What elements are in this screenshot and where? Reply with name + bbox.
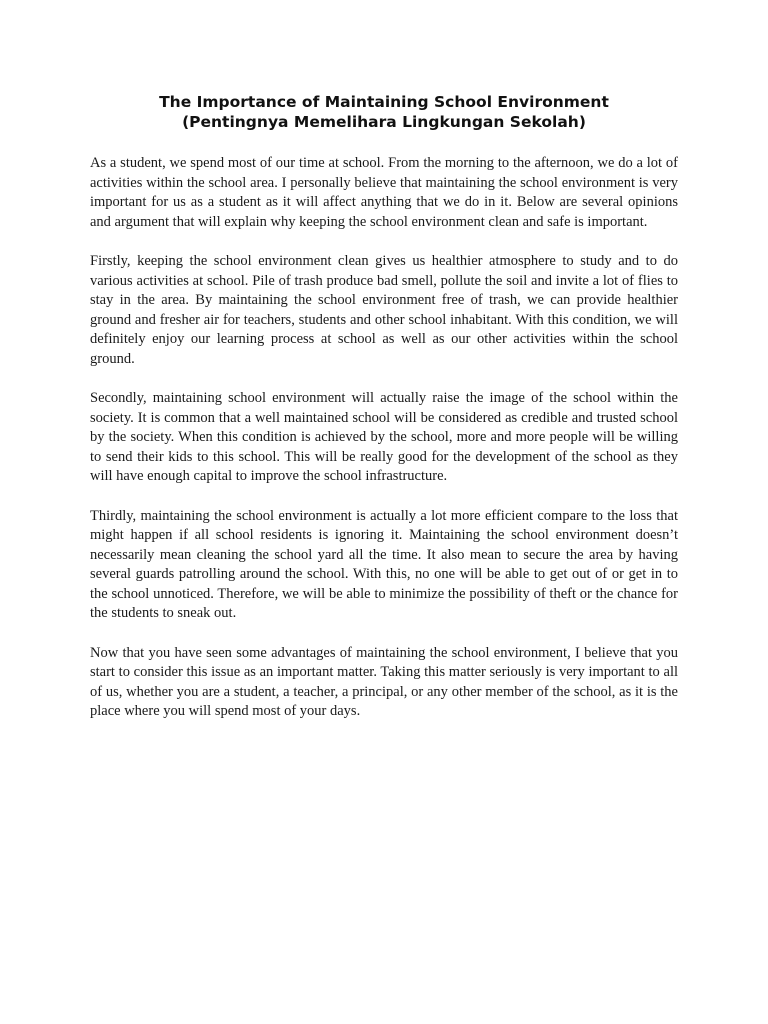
title-line-english: The Importance of Maintaining School Environment	[159, 93, 609, 111]
paragraph-secondly: Secondly, maintaining school environment will actually raise the image of the school within the society. It is common that a well maintained school will be considered as credible and trusted school by the society. When this condition is achieved by the school, more and more people will be willing to send their kids to this school. This will be really good for the development of the school as they will have enough capital to improve the school infrastructure.	[90, 390, 678, 484]
paragraph-introduction: As a student, we spend most of our time at school. From the morning to the afternoon, we do a lot of activities within the school area. I personally believe that maintaining the school environment is very important for us as a student as it will affect anything that we do in it. Below are several opinions and argument that will explain why keeping the school environment clean and safe is important.	[90, 155, 678, 230]
title-line-malay: (Pentingnya Memelihara Lingkungan Sekolah)	[182, 113, 586, 131]
paragraph-thirdly: Thirdly, maintaining the school environment is actually a lot more efficient compare to the loss that might happen if all school residents is ignoring it. Maintaining the school environment doesn’t necessarily mean cleaning the school yard all the time. It also mean to secure the area by having several guards patrolling around the school. With this, no one will be able to get out of or get in to the school unnoticed. Therefore, we will be able to minimize the possibility of theft or the chance for the students to sneak out.	[90, 507, 678, 621]
paragraph-firstly: Firstly, keeping the school environment clean gives us healthier atmosphere to study and to do various activities at school. Pile of trash produce bad smell, pollute the soil and invite a lot of flies to stay in the area. By maintaining the school environment free of trash, we can provide healthier ground and fresher air for teachers, students and other school inhabitant. With this condition, we will definitely enjoy our learning process at school as well as our other activities within the school ground.	[90, 253, 678, 367]
document-title	[90, 92, 678, 132]
document-page	[90, 92, 678, 742]
paragraph-conclusion: Now that you have seen some advantages of maintaining the school environment, I believe that you start to consider this issue as an important matter. Taking this matter seriously is very important to all of us, whether you are a student, a teacher, a principal, or any other member of the school, as it is the place where you will spend most of your days.	[90, 644, 678, 719]
